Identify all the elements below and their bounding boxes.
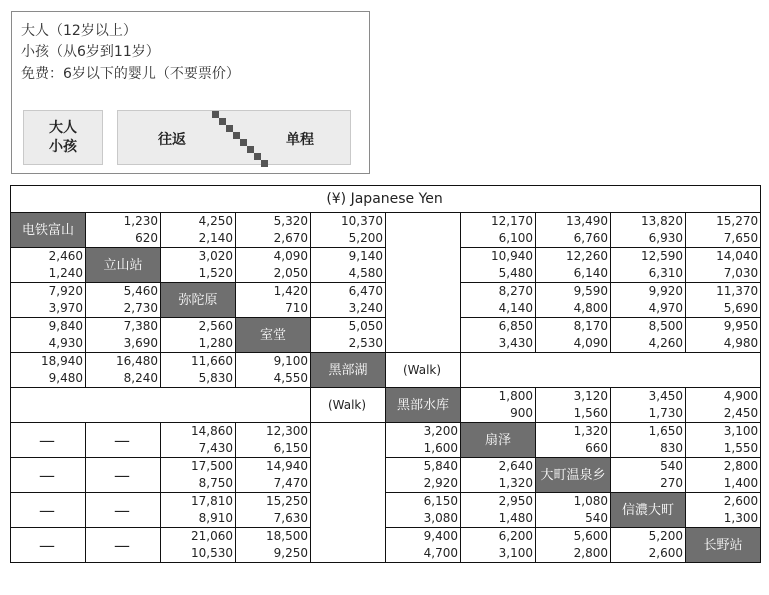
table-row	[11, 423, 761, 441]
fare-cell: 6,150	[236, 440, 311, 458]
fare-cell: 4,580	[311, 265, 386, 283]
fare-cell: 9,100	[236, 353, 311, 371]
fare-cell: 2,640	[461, 458, 536, 476]
fare-cell: 3,430	[461, 335, 536, 353]
fare-cell: 2,730	[86, 300, 161, 318]
fare-cell: 7,470	[236, 475, 311, 493]
fare-cell: 15,250	[236, 493, 311, 511]
table-row	[11, 213, 761, 231]
fare-cell: 9,920	[611, 283, 686, 301]
fare-cell: 10,530	[161, 545, 236, 563]
fare-cell: 900	[461, 405, 536, 423]
fare-cell: 710	[236, 300, 311, 318]
diagonal-steps-icon	[208, 109, 268, 167]
fare-cell: 4,970	[611, 300, 686, 318]
fare-cell: 2,920	[386, 475, 461, 493]
fare-cell: 5,830	[161, 370, 236, 388]
fare-cell: 3,100	[461, 545, 536, 563]
fare-cell: 1,650	[611, 423, 686, 441]
fare-cell: 8,910	[161, 510, 236, 528]
fare-cell: 3,200	[386, 423, 461, 441]
fare-cell: 1,420	[236, 283, 311, 301]
fare-cell: 8,170	[536, 318, 611, 336]
fare-cell: 4,980	[686, 335, 761, 353]
fare-cell: 7,380	[86, 318, 161, 336]
fare-cell: 13,820	[611, 213, 686, 231]
fare-cell: 2,800	[686, 458, 761, 476]
station-label: 大町温泉乡	[536, 458, 611, 493]
fare-cell: 1,730	[611, 405, 686, 423]
fare-cell: 21,060	[161, 528, 236, 546]
fare-cell: 4,930	[11, 335, 86, 353]
fare-cell: 1,560	[536, 405, 611, 423]
currency-caption: (¥) Japanese Yen	[11, 186, 761, 213]
fare-cell: 12,590	[611, 248, 686, 266]
fare-cell: 14,860	[161, 423, 236, 441]
fare-cell: 3,100	[686, 423, 761, 441]
free-infant-note: 免费：6岁以下的婴儿（不要票价）	[21, 66, 240, 82]
fare-cell: 7,650	[686, 230, 761, 248]
no-fare-dash: —	[86, 423, 161, 458]
fare-cell: 620	[86, 230, 161, 248]
fare-cell: 2,450	[686, 405, 761, 423]
fare-cell: 4,900	[686, 388, 761, 406]
fare-cell: 18,500	[236, 528, 311, 546]
fare-cell: 4,090	[536, 335, 611, 353]
station-label: 黑部湖	[311, 353, 386, 388]
fare-cell: 830	[611, 440, 686, 458]
fare-cell: 4,550	[236, 370, 311, 388]
fare-cell: 14,940	[236, 458, 311, 476]
fare-cell: 6,850	[461, 318, 536, 336]
no-fare-dash: —	[86, 458, 161, 493]
fare-cell: 4,090	[236, 248, 311, 266]
key-child-label: 小孩	[49, 138, 77, 155]
fare-cell: 5,460	[86, 283, 161, 301]
fare-cell: 1,300	[686, 510, 761, 528]
fare-cell: 2,530	[311, 335, 386, 353]
station-label: 电铁富山	[11, 213, 86, 248]
empty-cell	[461, 353, 761, 388]
fare-cell: 270	[611, 475, 686, 493]
station-label: 立山站	[86, 248, 161, 283]
fare-cell: 7,920	[11, 283, 86, 301]
walk-note: (Walk)	[311, 388, 386, 423]
fare-cell: 540	[611, 458, 686, 476]
table-row	[11, 353, 761, 371]
fare-cell: 8,270	[461, 283, 536, 301]
fare-cell: 3,970	[11, 300, 86, 318]
walk-note: (Walk)	[386, 353, 461, 388]
fare-cell: 7,630	[236, 510, 311, 528]
fare-cell: 9,480	[11, 370, 86, 388]
fare-cell: 3,240	[311, 300, 386, 318]
station-label: 黑部水库	[386, 388, 461, 423]
fare-legend	[11, 11, 370, 174]
fare-cell: 2,140	[161, 230, 236, 248]
fare-cell: 3,020	[161, 248, 236, 266]
fare-cell: 1,550	[686, 440, 761, 458]
key-one-way-label: 单程	[286, 132, 314, 148]
fare-cell: 6,140	[536, 265, 611, 283]
empty-cell	[386, 213, 461, 353]
fare-cell: 4,140	[461, 300, 536, 318]
fare-cell: 14,040	[686, 248, 761, 266]
empty-cell	[11, 388, 311, 423]
fare-cell: 12,260	[536, 248, 611, 266]
fare-cell: 1,400	[686, 475, 761, 493]
fare-cell: 11,370	[686, 283, 761, 301]
fare-cell: 9,140	[311, 248, 386, 266]
adult-age-note: 大人（12岁以上）	[21, 23, 137, 39]
fare-cell: 2,950	[461, 493, 536, 511]
empty-cell	[311, 423, 386, 563]
fare-cell: 7,030	[686, 265, 761, 283]
trip-type-key	[117, 110, 351, 165]
fare-cell: 660	[536, 440, 611, 458]
fare-cell: 2,670	[236, 230, 311, 248]
table-caption-row	[11, 186, 761, 213]
fare-cell: 6,930	[611, 230, 686, 248]
fare-cell: 5,200	[611, 528, 686, 546]
station-label: 长野站	[686, 528, 761, 563]
fare-cell: 4,800	[536, 300, 611, 318]
fare-cell: 1,230	[86, 213, 161, 231]
fare-cell: 1,800	[461, 388, 536, 406]
fare-cell: 2,600	[611, 545, 686, 563]
fare-cell: 2,050	[236, 265, 311, 283]
fare-cell: 1,320	[536, 423, 611, 441]
fare-cell: 8,500	[611, 318, 686, 336]
fare-cell: 13,490	[536, 213, 611, 231]
station-label: 扇泽	[461, 423, 536, 458]
key-adult-label: 大人	[49, 119, 77, 136]
fare-cell: 6,150	[386, 493, 461, 511]
fare-cell: 6,470	[311, 283, 386, 301]
fare-cell: 5,600	[536, 528, 611, 546]
fare-cell: 3,450	[611, 388, 686, 406]
no-fare-dash: —	[86, 493, 161, 528]
fare-cell: 3,120	[536, 388, 611, 406]
fare-cell: 9,840	[11, 318, 86, 336]
fare-cell: 11,660	[161, 353, 236, 371]
fare-cell: 17,810	[161, 493, 236, 511]
fare-cell: 3,080	[386, 510, 461, 528]
fare-cell: 1,240	[11, 265, 86, 283]
station-label: 弥陀原	[161, 283, 236, 318]
fare-cell: 6,200	[461, 528, 536, 546]
fare-cell: 5,690	[686, 300, 761, 318]
fare-cell: 2,800	[536, 545, 611, 563]
fare-cell: 2,460	[11, 248, 86, 266]
fare-cell: 3,690	[86, 335, 161, 353]
fare-cell: 1,520	[161, 265, 236, 283]
fare-cell: 1,320	[461, 475, 536, 493]
fare-cell: 1,600	[386, 440, 461, 458]
fare-cell: 540	[536, 510, 611, 528]
fare-cell: 9,250	[236, 545, 311, 563]
table-row	[11, 528, 761, 546]
fare-cell: 15,270	[686, 213, 761, 231]
fare-cell: 2,560	[161, 318, 236, 336]
no-fare-dash: —	[11, 423, 86, 458]
fare-cell: 2,600	[686, 493, 761, 511]
table-row	[11, 388, 761, 406]
fare-table-body	[11, 186, 761, 563]
fare-cell: 1,280	[161, 335, 236, 353]
fare-cell: 5,320	[236, 213, 311, 231]
fare-cell: 1,480	[461, 510, 536, 528]
table-row	[11, 458, 761, 476]
fare-cell: 9,400	[386, 528, 461, 546]
fare-cell: 5,840	[386, 458, 461, 476]
fare-cell: 17,500	[161, 458, 236, 476]
no-fare-dash: —	[11, 458, 86, 493]
table-row	[11, 493, 761, 511]
no-fare-dash: —	[11, 528, 86, 563]
fare-cell: 1,080	[536, 493, 611, 511]
fare-cell: 5,200	[311, 230, 386, 248]
fare-cell: 10,940	[461, 248, 536, 266]
fare-cell: 4,250	[161, 213, 236, 231]
fare-cell: 4,260	[611, 335, 686, 353]
fare-cell: 8,240	[86, 370, 161, 388]
fare-cell: 5,050	[311, 318, 386, 336]
station-label: 室堂	[236, 318, 311, 353]
fare-cell: 12,300	[236, 423, 311, 441]
no-fare-dash: —	[86, 528, 161, 563]
key-round-trip-label: 往返	[158, 132, 186, 148]
fare-cell: 6,100	[461, 230, 536, 248]
station-label: 信濃大町	[611, 493, 686, 528]
no-fare-dash: —	[11, 493, 86, 528]
child-age-note: 小孩（从6岁到11岁）	[21, 44, 160, 60]
fare-cell: 6,760	[536, 230, 611, 248]
fare-cell: 9,950	[686, 318, 761, 336]
fare-cell: 7,430	[161, 440, 236, 458]
fare-cell: 18,940	[11, 353, 86, 371]
fare-cell: 8,750	[161, 475, 236, 493]
fare-cell: 12,170	[461, 213, 536, 231]
fare-table	[10, 185, 761, 563]
fare-cell: 4,700	[386, 545, 461, 563]
fare-cell: 10,370	[311, 213, 386, 231]
fare-cell: 5,480	[461, 265, 536, 283]
fare-cell: 6,310	[611, 265, 686, 283]
fare-cell: 9,590	[536, 283, 611, 301]
fare-cell: 16,480	[86, 353, 161, 371]
adult-child-key	[23, 110, 103, 165]
